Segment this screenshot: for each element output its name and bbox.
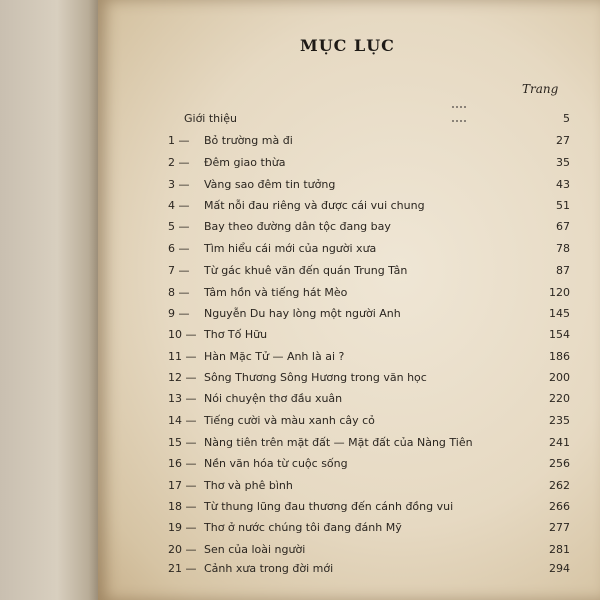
- toc-entry-number: 18 —: [168, 500, 197, 513]
- toc-entry-page: 277: [549, 521, 570, 534]
- toc-entry-page: 27: [556, 134, 570, 147]
- book-spine-left-page: [0, 0, 104, 600]
- toc-entry-number: 12 —: [168, 371, 197, 384]
- toc-entry-number: 5 —: [168, 220, 190, 233]
- toc-entry: [168, 479, 570, 499]
- toc-entry-page: 262: [549, 479, 570, 492]
- toc-entry-page: 5: [563, 112, 570, 125]
- toc-entry-title: Cảnh xưa trong đời mới: [204, 562, 334, 575]
- toc-entry-title: Nói chuyện thơ đầu xuân: [204, 392, 343, 405]
- toc-entry-page: 235: [549, 414, 570, 427]
- toc-entry-page: 78: [556, 242, 570, 255]
- toc-entry-number: 14 —: [168, 414, 197, 427]
- toc-entry-title: Mất nỗi đau riêng và được cái vui chung: [204, 199, 425, 212]
- toc-entry-page: 256: [549, 457, 570, 470]
- toc-entry-title: Bay theo đường dân tộc đang bay: [204, 220, 391, 233]
- toc-entry-page: 51: [556, 199, 570, 212]
- toc-entry-page: 120: [549, 286, 570, 299]
- toc-entry: [168, 392, 570, 412]
- toc-entry-number: 7 —: [168, 264, 190, 277]
- toc-entry: [168, 350, 570, 370]
- toc-entry-number: 21 —: [168, 562, 197, 575]
- toc-entry-page: 241: [549, 436, 570, 449]
- toc-entry: [168, 264, 570, 284]
- toc-entry: [168, 286, 570, 306]
- toc-entry-number: 4 —: [168, 199, 190, 212]
- toc-entry-title: Giới thiệu: [184, 112, 237, 125]
- toc-entry-number: 8 —: [168, 286, 190, 299]
- toc-entry-page: 43: [556, 178, 570, 191]
- toc-entry-number: 9 —: [168, 307, 190, 320]
- toc-entry: [168, 156, 570, 176]
- toc-entry: [168, 199, 570, 219]
- page-title: MỤC LỤC: [300, 36, 395, 55]
- toc-entry-title: Nguyễn Du hay lòng một người Anh: [204, 307, 401, 320]
- toc-entry: [168, 307, 570, 327]
- toc-entry: [168, 134, 570, 154]
- toc-entry-title: Từ gác khuê văn đến quán Trung Tân: [204, 264, 408, 277]
- toc-entry: [168, 414, 570, 434]
- toc-entry-title: Nền văn hóa từ cuộc sống: [204, 457, 348, 470]
- toc-entry-title: Tâm hồn và tiếng hát Mèo: [204, 286, 348, 299]
- toc-entry: [168, 543, 570, 563]
- toc-entry-page: 294: [549, 562, 570, 575]
- toc-entry-page: 145: [549, 307, 570, 320]
- toc-entry-title: Tiếng cười và màu xanh cây cỏ: [204, 414, 375, 427]
- toc-entry-title: Thơ Tố Hữu: [204, 328, 268, 341]
- toc-entry: [168, 178, 570, 198]
- toc-entry-number: 1 —: [168, 134, 190, 147]
- toc-entry: [168, 521, 570, 541]
- toc-entry-page: 87: [556, 264, 570, 277]
- toc-intro-row: [168, 112, 570, 132]
- toc-entry-title: Tìm hiểu cái mới của người xưa: [204, 242, 377, 255]
- toc-entry-number: 6 —: [168, 242, 190, 255]
- toc-entry-number: 11 —: [168, 350, 197, 363]
- toc-entry-number: 17 —: [168, 479, 197, 492]
- toc-entry-title: Sông Thương Sông Hương trong văn học: [204, 371, 427, 384]
- toc-entry: [168, 371, 570, 391]
- toc-entry: [168, 328, 570, 348]
- toc-entry-title: Đêm giao thừa: [204, 156, 286, 169]
- toc-entry-page: 220: [549, 392, 570, 405]
- toc-entry-number: 15 —: [168, 436, 197, 449]
- toc-entry-page: 200: [549, 371, 570, 384]
- toc-entry-number: 10 —: [168, 328, 197, 341]
- toc-entry-page: 266: [549, 500, 570, 513]
- toc-entry-number: 2 —: [168, 156, 190, 169]
- toc-entry-title: Vàng sao đêm tin tưởng: [204, 178, 336, 191]
- toc-entry-title: Bỏ trường mà đi: [204, 134, 293, 147]
- toc-entry: [168, 220, 570, 240]
- toc-entry: [168, 562, 570, 582]
- toc-entry-title: Thơ ở nước chúng tôi đang đánh Mỹ: [204, 521, 402, 534]
- toc-entry-title: Hàn Mặc Tử — Anh là ai ?: [204, 350, 345, 363]
- toc-entry: [168, 242, 570, 262]
- toc-entry-number: 16 —: [168, 457, 197, 470]
- toc-entry-title: Nàng tiên trên mặt đất — Mặt đất của Nàng Tiên: [204, 436, 473, 449]
- toc-entry-page: 281: [549, 543, 570, 556]
- toc-entry-number: 3 —: [168, 178, 190, 191]
- toc-entry-page: 154: [549, 328, 570, 341]
- toc-entry-number: 20 —: [168, 543, 197, 556]
- toc-entry: [168, 500, 570, 520]
- toc-entry-title: Thơ và phê bình: [204, 479, 293, 492]
- toc-entry: [168, 457, 570, 477]
- toc-entry-page: 35: [556, 156, 570, 169]
- toc-entry-page: 186: [549, 350, 570, 363]
- toc-entry-page: 67: [556, 220, 570, 233]
- toc-entry-number: 13 —: [168, 392, 197, 405]
- toc-entry-title: Từ thung lũng đau thương đến cánh đồng vui: [204, 500, 454, 513]
- toc-entry-title: Sen của loài người: [204, 543, 306, 556]
- toc-entry: [168, 436, 570, 456]
- page-column-label: Trang: [522, 82, 559, 96]
- toc-entry-number: 19 —: [168, 521, 197, 534]
